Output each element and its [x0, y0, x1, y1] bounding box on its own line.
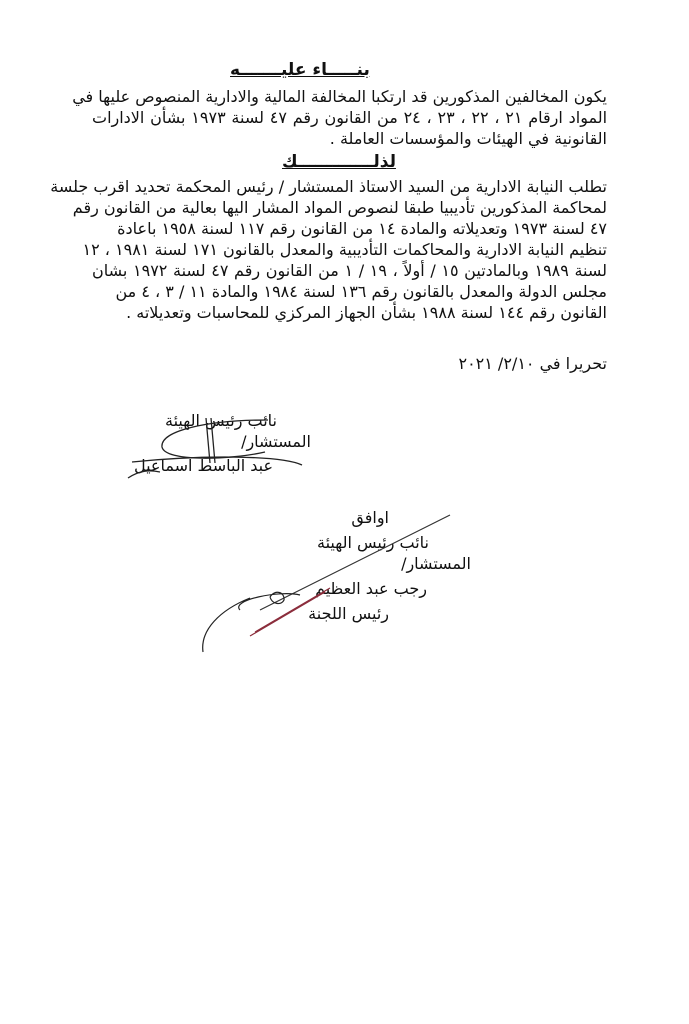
- signatory-2-name: رجب عبد العظيم: [315, 579, 427, 598]
- signatory-2-title: نائب رئيس الهيئة: [317, 533, 429, 552]
- heading-therefore: لذلـــــــــــــك: [282, 152, 396, 172]
- paragraph-2-line: القانون رقم ١٤٤ لسنة ١٩٨٨ بشأن الجهاز المركزي للمحاسبات وتعديلاته .: [126, 303, 607, 322]
- paragraph-2-line: تنظيم النيابة الادارية والمحاكمات التأديبية والمعدل بالقانون ١٧١ لسنة ١٩٨١ ، ١٢: [82, 240, 607, 259]
- paragraph-2-line: تطلب النيابة الادارية من السيد الاستاذ المستشار / رئيس المحكمة تحديد اقرب جلسة: [50, 177, 607, 196]
- signatory-1-title: نائب رئيس الهيئة: [165, 411, 277, 430]
- date-line: تحريرا في ٢/١٠/ ٢٠٢١: [458, 354, 607, 373]
- paragraph-2-line: ٤٧ لسنة ١٩٧٣ وتعديلاته والمادة ١٤ من القانون رقم ١١٧ لسنة ١٩٥٨ باعادة: [117, 219, 607, 238]
- paragraph-1-line: يكون المخالفين المذكورين قد ارتكبا المخالفة المالية والادارية المنصوص عليها في: [72, 87, 607, 106]
- signatory-2-rank: المستشار/: [401, 554, 471, 573]
- signatory-2-approval: اوافق: [351, 508, 389, 527]
- signatory-2-role: رئيس اللجنة: [308, 604, 389, 623]
- signatory-1-name: عبد الباسط اسماعيل: [133, 456, 273, 475]
- signatory-1-rank: المستشار/: [241, 432, 311, 451]
- paragraph-1-line: المواد ارقام ٢١ ، ٢٢ ، ٢٣ ، ٢٤ من القانون رقم ٤٧ لسنة ١٩٧٣ بشأن الادارات: [92, 108, 608, 127]
- heading-based-on: بنـــــاء عليـــــــه: [230, 60, 370, 80]
- paragraph-1-line: القانونية في الهيئات والمؤسسات العاملة .: [329, 129, 607, 148]
- paragraph-2-line: لسنة ١٩٨٩ وبالمادتين ١٥ / أولاً ، ١٩ / ١ من القانون رقم ٤٧ لسنة ١٩٧٢ بشان: [92, 261, 608, 280]
- paragraph-2-line: مجلس الدولة والمعدل بالقانون رقم ١٣٦ لسنة ١٩٨٤ والمادة ١١ / ٣ ، ٤ من: [115, 282, 607, 301]
- paragraph-2-line: لمحاكمة المذكورين تأديبيا طبقا لنصوص المواد المشار اليها بعالية من القانون رقم: [72, 198, 607, 217]
